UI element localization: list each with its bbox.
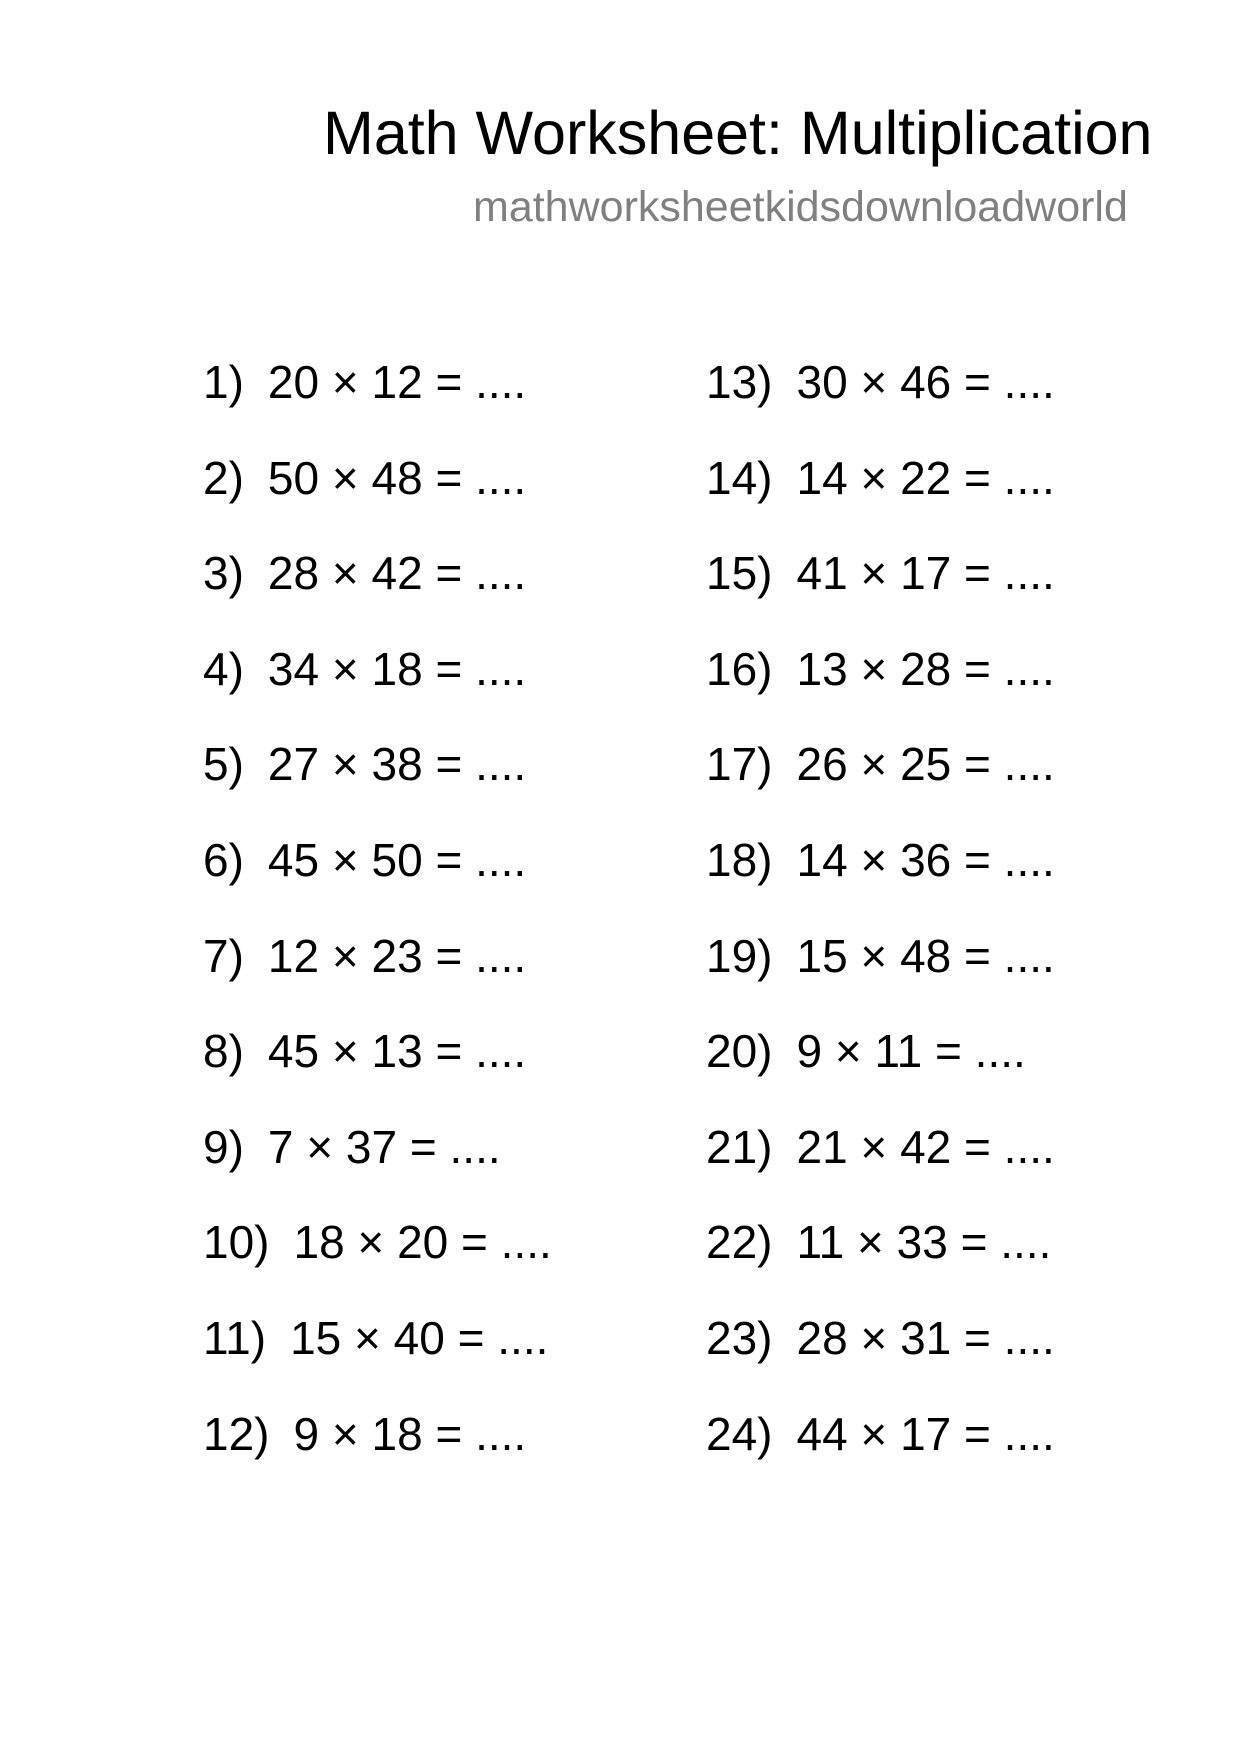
problem-number: 17) xyxy=(706,738,773,791)
problem-expression: 18 × 20 = .... xyxy=(293,1216,552,1269)
problem-expression: 14 × 36 = .... xyxy=(796,833,1055,886)
problem-expression: 21 × 42 = .... xyxy=(796,1120,1055,1173)
problem-item xyxy=(706,1117,1055,1213)
problem-expression: 13 × 28 = .... xyxy=(796,642,1055,695)
problem-number: 10) xyxy=(203,1216,270,1269)
problem-number: 22) xyxy=(706,1216,773,1269)
problems-column-right xyxy=(706,352,1055,1499)
problem-expression: 34 × 18 = .... xyxy=(267,642,527,695)
problem-item xyxy=(706,734,1055,830)
problem-item xyxy=(706,639,1055,735)
problem-expression: 44 × 17 = .... xyxy=(796,1407,1055,1460)
problem-expression: 9 × 18 = .... xyxy=(293,1407,527,1460)
problem-expression: 45 × 50 = .... xyxy=(267,833,527,886)
problem-number: 4) xyxy=(203,642,244,695)
problem-item xyxy=(203,1404,552,1500)
problem-item xyxy=(203,448,552,544)
problem-expression: 30 × 46 = .... xyxy=(796,356,1055,408)
problem-number: 2) xyxy=(203,451,244,504)
worksheet-title: Math Worksheet: Multiplication xyxy=(323,99,1153,167)
problem-expression: 50 × 48 = .... xyxy=(267,451,527,504)
problem-expression: 11 × 33 = .... xyxy=(796,1216,1052,1269)
problem-item xyxy=(706,543,1055,639)
problem-number: 23) xyxy=(706,1311,773,1364)
problem-number: 12) xyxy=(203,1407,270,1460)
problem-number: 13) xyxy=(706,356,773,408)
problem-expression: 9 × 11 = .... xyxy=(796,1025,1026,1078)
problem-number: 19) xyxy=(706,929,773,982)
problem-expression: 20 × 12 = .... xyxy=(267,356,527,408)
problem-number: 6) xyxy=(203,833,244,886)
problem-number: 15) xyxy=(706,547,773,600)
problem-expression: 7 × 37 = .... xyxy=(267,1120,501,1173)
problem-number: 1) xyxy=(203,356,244,408)
problem-item xyxy=(706,926,1055,1022)
problem-expression: 28 × 31 = .... xyxy=(796,1311,1055,1364)
problem-number: 5) xyxy=(203,738,244,791)
problem-item xyxy=(706,1404,1055,1500)
problem-item xyxy=(706,1021,1055,1117)
problem-item xyxy=(203,1212,552,1308)
problem-number: 11) xyxy=(203,1311,267,1364)
problem-expression: 14 × 22 = .... xyxy=(796,451,1055,504)
problem-number: 18) xyxy=(706,833,773,886)
problem-item xyxy=(203,1308,552,1404)
problem-expression: 27 × 38 = .... xyxy=(267,738,527,791)
problem-expression: 41 × 17 = .... xyxy=(796,547,1055,600)
problem-expression: 15 × 48 = .... xyxy=(796,929,1055,982)
problem-item xyxy=(203,1021,552,1117)
problem-number: 3) xyxy=(203,547,244,600)
problem-item xyxy=(203,1117,552,1213)
problem-item xyxy=(203,352,552,448)
problem-item xyxy=(706,352,1055,448)
problem-number: 8) xyxy=(203,1025,244,1078)
problem-item xyxy=(203,734,552,830)
problem-number: 14) xyxy=(706,451,773,504)
problem-item xyxy=(203,830,552,926)
problem-number: 20) xyxy=(706,1025,773,1078)
problem-expression: 26 × 25 = .... xyxy=(796,738,1055,791)
problem-expression: 28 × 42 = .... xyxy=(267,547,527,600)
problem-item xyxy=(203,543,552,639)
problem-item xyxy=(706,1308,1055,1404)
problem-number: 24) xyxy=(706,1407,773,1460)
problem-expression: 15 × 40 = .... xyxy=(290,1311,549,1364)
worksheet-subtitle: mathworksheetkidsdownloadworld xyxy=(473,183,1128,231)
problem-expression: 45 × 13 = .... xyxy=(267,1025,527,1078)
problem-item xyxy=(706,830,1055,926)
problem-number: 16) xyxy=(706,642,773,695)
problems-column-left xyxy=(203,352,552,1499)
problem-number: 9) xyxy=(203,1120,244,1173)
problem-item xyxy=(706,1212,1055,1308)
problem-number: 21) xyxy=(706,1120,773,1173)
problem-item xyxy=(203,926,552,1022)
problem-item xyxy=(203,639,552,735)
problem-expression: 12 × 23 = .... xyxy=(267,929,527,982)
problem-item xyxy=(706,448,1055,544)
problem-number: 7) xyxy=(203,929,244,982)
